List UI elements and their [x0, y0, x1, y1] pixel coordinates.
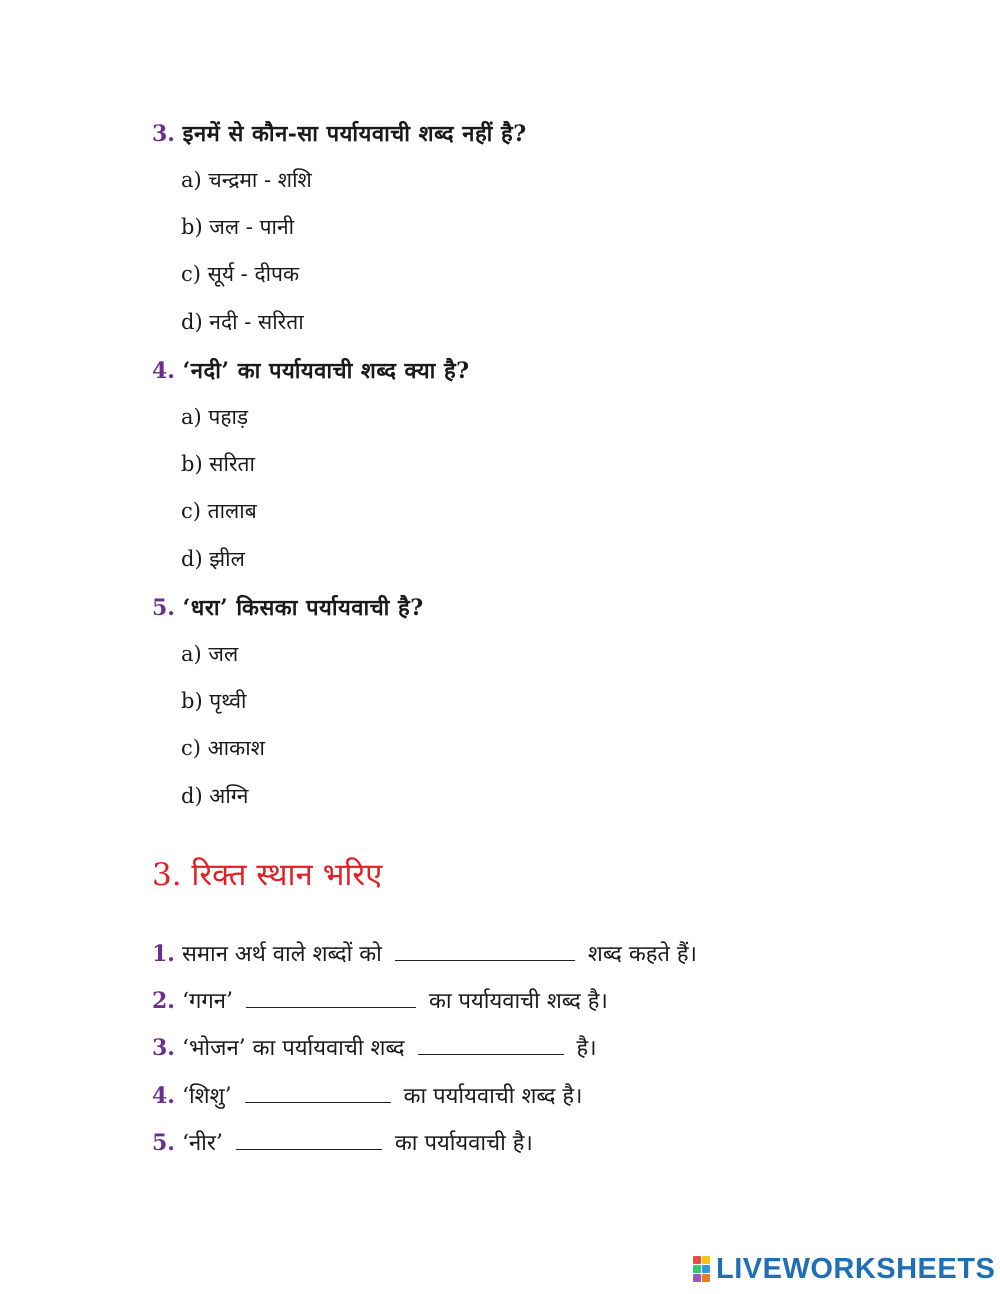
- blank-answer-field[interactable]: [236, 1148, 382, 1150]
- option-3d[interactable]: d) नदी - सरिता: [181, 310, 304, 334]
- option-4a[interactable]: a) पहाड़: [181, 405, 249, 429]
- logo-cell: [702, 1265, 710, 1273]
- fill-text-before: ‘गगन’: [181, 989, 233, 1014]
- question-number: 4.: [152, 358, 175, 384]
- fill-item-5: [152, 1127, 533, 1157]
- option-3a[interactable]: a) चन्द्रमा - शशि: [181, 168, 312, 192]
- blank-answer-field[interactable]: [245, 1101, 391, 1103]
- fill-text-after: का पर्यायवाची शब्द है।: [428, 989, 608, 1014]
- option-5a[interactable]: a) जल: [181, 642, 239, 666]
- question-text: ‘धरा’ किसका पर्यायवाची है?: [182, 595, 424, 621]
- question-3: [152, 118, 527, 148]
- option-4d[interactable]: d) झील: [181, 547, 245, 571]
- fill-text-after: का पर्यायवाची शब्द है।: [403, 1084, 583, 1109]
- fill-item-2: [152, 985, 608, 1015]
- fill-number: 3.: [152, 1035, 175, 1061]
- blank-answer-field[interactable]: [246, 1006, 416, 1008]
- fill-text-after: है।: [576, 1036, 597, 1061]
- question-number: 5.: [152, 595, 175, 621]
- option-5c[interactable]: c) आकाश: [181, 736, 265, 760]
- blank-answer-field[interactable]: [395, 959, 575, 961]
- logo-cell: [693, 1256, 701, 1264]
- fill-item-3: [152, 1032, 597, 1062]
- fill-text-before: समान अर्थ वाले शब्दों को: [181, 942, 382, 967]
- logo-cell: [693, 1274, 701, 1282]
- logo-cell: [702, 1256, 710, 1264]
- logo-cell: [693, 1265, 701, 1273]
- brand-text: LIVEWORKSHEETS: [716, 1252, 996, 1285]
- option-5d[interactable]: d) अग्नि: [181, 784, 249, 808]
- question-text: ‘नदी’ का पर्यायवाची शब्द क्या है?: [182, 358, 470, 384]
- fill-number: 2.: [152, 988, 175, 1014]
- fill-text-before: ‘शिशु’: [181, 1084, 232, 1109]
- section-title: 3. रिक्त स्थान भरिए: [152, 857, 383, 893]
- fill-text-before: ‘नीर’: [181, 1131, 223, 1156]
- fill-text-before: ‘भोजन’ का पर्यायवाची शब्द: [181, 1036, 405, 1061]
- blank-answer-field[interactable]: [418, 1053, 564, 1055]
- question-4: [152, 355, 470, 385]
- brand-logo-icon: [693, 1256, 710, 1282]
- logo-cell: [702, 1274, 710, 1282]
- question-5: [152, 592, 424, 622]
- option-5b[interactable]: b) पृथ्वी: [181, 689, 247, 713]
- fill-text-after: का पर्यायवाची है।: [394, 1131, 533, 1156]
- option-4b[interactable]: b) सरिता: [181, 452, 255, 476]
- option-3b[interactable]: b) जल - पानी: [181, 215, 295, 239]
- fill-number: 1.: [152, 941, 175, 967]
- fill-item-4: [152, 1080, 582, 1110]
- fill-text-after: शब्द कहते हैं।: [587, 942, 697, 967]
- option-3c[interactable]: c) सूर्य - दीपक: [181, 262, 300, 286]
- liveworksheets-brand: [693, 1254, 995, 1284]
- option-4c[interactable]: c) तालाब: [181, 499, 257, 523]
- question-number: 3.: [152, 121, 175, 147]
- fill-item-1: [152, 938, 697, 968]
- fill-number: 4.: [152, 1083, 175, 1109]
- question-text: इनमें से कौन-सा पर्यायवाची शब्द नहीं है?: [182, 121, 527, 147]
- fill-number: 5.: [152, 1130, 175, 1156]
